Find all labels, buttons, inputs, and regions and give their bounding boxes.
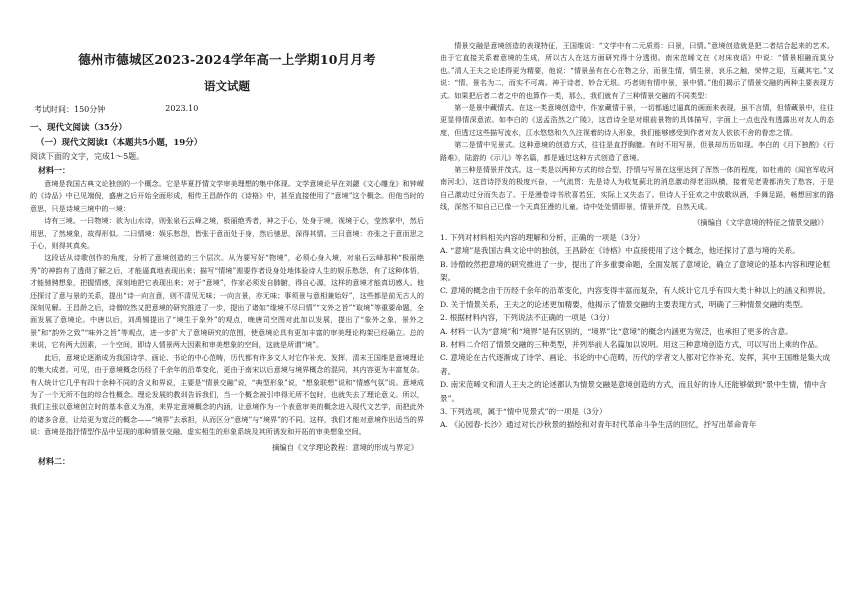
material1-paragraph: 此后，意境论逐渐成为我国诗学、画论、书论的中心范畴，历代都有许多文人对它作补充、发挥，清末王国维是意境理论的集大成者。可见，由于意境概念历经了千余年的沿革变化，更由于南宋以后意境与境界概念的混同，其内容更为丰富复杂。有人统计它几乎有四十余种不同的含义和界说，主要是“情景交融”说，“典型形象”说，“想象联想”说和“情感气氛”说。意境成为了一个无所不包的综合性概念。理论发展的教训告诉我们，当一个概念被引申得无所不包时，也就失去了理论意义。所以，我们主张以意境创立时的基本意义为准，来界定意境概念的内涵，让意境作为一个表意审美的概念进入现代文艺学，而把此外的诸多含意，让给更为宽泛的概念——“境界”去承担，从而区分“意境”与“境界”的不同。这样，我们才能对意境作出适当的界说：意境是指抒情型作品中呈现的那种情景交融、虚实相生的形象系统及其所诱发和开拓的审美想象空间。 [30,352,424,437]
material2-paragraph: 第一是景中藏情式。在这一类意境创造中，作家藏情于景，一切都通过逼真的画面来表现，虽不言情，但情藏景中，往往更显得情深意浓。如李白的《送孟浩然之广陵》，这首诗全是对眼前景物的具体描写，字面上一点也没有透露出对友人的态度，但透过这些描写流水，江水悠悠和久久注视着的诗人形象，我们能够感受到作者对友人依依不舍的眷恋之情。 [440,103,834,137]
material1-quote: 诗有三境。一曰物境：欲为山水诗，则张泉石云峰之境，极丽绝秀者，神之于心，处身于境，视境于心，莹然掌中，然后用思，了然境象，故得形似。二曰情境：娱乐愁怨，皆张于意而处于身，然后驰思，深得其情。三曰意境：亦张之于意而思之于心，则得其真矣。 [30,216,424,251]
question-option: A. 《沁园春·长沙》通过对长沙秋景的描绘和对青年时代革命斗争生活的回忆，抒写出革命青年 [440,420,757,430]
material2-paragraph: 第三种是情景并茂式。这一类是以两种方式的综合型，抒情与写景在这里达到了浑然一体的程度，如杜甫的《闻官军收河南河北》，这首诗抒发的极度兴奋，一气流贯：先是诗人为收复蓟北的消息激动得老泪纵横，接着见老妻都消失了愁容，于是自己激动过分而失态了。于是漫卷诗书欣喜若狂，实际上又失态了。但诗人于狂欢之中放歌纵酒，手舞足蹈，畅想回家的路线，深然不知自己已像一个天真狂漫的儿童。诗中处处情即景，情景并茂，自然天成。 [440,165,834,212]
material2-paragraph: 第二是情中见景式。这种意境的创造方式，往往是直抒胸臆。有时不用写景，但景却历历如现。李白的《月下独酌》《行路难》，陆游的《示儿》等名篇，都是通过这种方式创造了意境。 [440,140,834,162]
material2-paragraph: 情景交融是意境创造的表现特征，王国维说：“文学中有二元质焉：曰景，曰情。”意境创造就是把二者结合起来的艺术。由于它直接关系着意境的生成，所以古人在这方面研究得十分透彻。南宋范晞文在《对床夜语》中说：“情景相融而莫分也。”清人王夫之论述得更为精要，他说：“情景虽有在心在物之分，而景生情，情生景，哀乐之触，荣悴之迎，互藏其宅。”又说：“情、景名为二，而实不可离。神于诗者，妙合无垠。巧者则有情中景，景中情。”他们揭示了情景交融的两种主要表现方式。如果把后者二者之中的也算作一类，那么，我们就有了三种情景交融的不同类型： [440,41,834,100]
right-column [440,40,834,432]
question-option: C. 意境的概念由于历经千余年的沿革变化，内容变得丰富而复杂，有人统计它几乎有四大类十种以上的涵义和界说。 [440,286,831,296]
material1-source: 摘编自《文学理论教程：意境的形成与界定》 [272,442,418,452]
question-stem: 1. 下列对材料相关内容的理解和分析，正确的一项是（3分） [440,232,645,242]
question-stem: 3. 下列选项，属于“情中见景式”的一项是（3分） [440,406,607,416]
material1-paragraph: 意境是我国古典文论独创的一个概念。它是华夏抒情文学审美理想的集中体现。文学意境论早在刘勰《文心雕龙》和钟嵘的《诗品》中已见端倪，盛唐之后开始全面形成，相传王昌龄作的《诗格》中，甚至直接使用了“意境”这个概念。但他当时的意思，只是诗境三境中的一境： [30,179,424,213]
left-column [30,44,424,469]
material2-label: 材料二： [38,455,70,466]
exam-date: 2023.10 [165,104,199,113]
section-heading: 一、现代文阅读（35分） [30,123,127,133]
question-option: C. 意境论在古代逐渐成了诗学、画论、书论的中心范畴，历代的学者文人都对它作补充、发挥，其中王国维是集大成者。 [440,353,831,376]
question-option: B. 诗僧皎然把意境的研究推进了一步，提出了许多重要命题，全面发展了意境论，确立了意境论的基本内容和理论框架。 [440,259,831,282]
reading-instruction: 阅读下面的文字，完成1～5题。 [30,152,145,161]
question-option: B. 材料二介绍了情景交融的三种类型，并列举前人名篇加以说明。用这三种意境创造方式，可以写出上乘的作品。 [440,339,823,349]
exam-time: 考试时间：150分钟 [34,105,106,114]
question-option: A. 材料一认为“意境”和“境界”是有区别的，“境界”比“意境”的概念内涵更为宽泛，也承担了更多的含意。 [440,326,793,336]
material2-source: （摘编自《文学意境的特征之情景交融》） [693,217,828,227]
material1-paragraph: 这段话从诗歌创作的角度，分析了意境创造的三个层次。从为要写好“物境”，必须心身入境，对泉石云峰那种“极丽绝秀”的神韵有了透彻了解之后，才能逼真地表现出来；描写“情境”需要作者设身处地体验诗人生的娱乐愁怨，有了这种体悟，才能驰骋想象，把握情感，深刻地把它表现出来；对于“意境”，作家必须发自肺腑，得自心源，这样的意境才能真切感人。他还探讨了意与景的关系，提出“诗一向言意，则不清见无味；一向言景，亦无味；事须景与意相兼始好”，这些都是前无古人的深刻见解。王昌龄之后，诗僧皎然又把意境的研究推进了一步，提出了诸如“缘境不尽曰情”“文外之旨”“取境”等重要命题，全面发展了意境论。中唐以后，刘禹锡提出了“境生于象外”的观点，晚唐司空图对此加以发展，提出了“象外之象，景外之景”和“韵外之致”“味外之旨”等观点，进一步扩大了意境研究的范围，使意境论具有更加丰富的审美理论构架已经确立。总的来说，它有两大因素，一个空间，即诗人情景两大因素和审美想象的空间，这就是所谓“境”。 [30,253,424,350]
question-option: D. 关于情景关系，王夫之的论述更加精要，他揭示了情景交融的主要表现方式，明确了三种情景交融的类型。 [440,299,808,309]
question-stem: 2. 根据材料内容，下列说法不正确的一项是（3分） [440,313,614,323]
exam-subtitle: 语文试题 [204,79,250,93]
question-option: A. “意境”是我国古典文论中的独创，王昌龄在《诗格》中直接使用了这个概念，他还探讨了意与境的关系。 [440,246,800,256]
material1-label: 材料一： [38,165,70,175]
question-option: D. 南宋范晞文和清人王夫之的论述都认为情景交融是意境创造的方式，而且好的诗人还能够做到“景中生情，情中含景”。 [440,380,827,403]
subsection-heading: （一）现代文阅读Ⅰ（本题共5小题，19分） [36,138,203,148]
exam-meta [34,104,424,115]
exam-title: 德州市德城区2023-2024学年高一上学期10月月考 [78,52,376,67]
